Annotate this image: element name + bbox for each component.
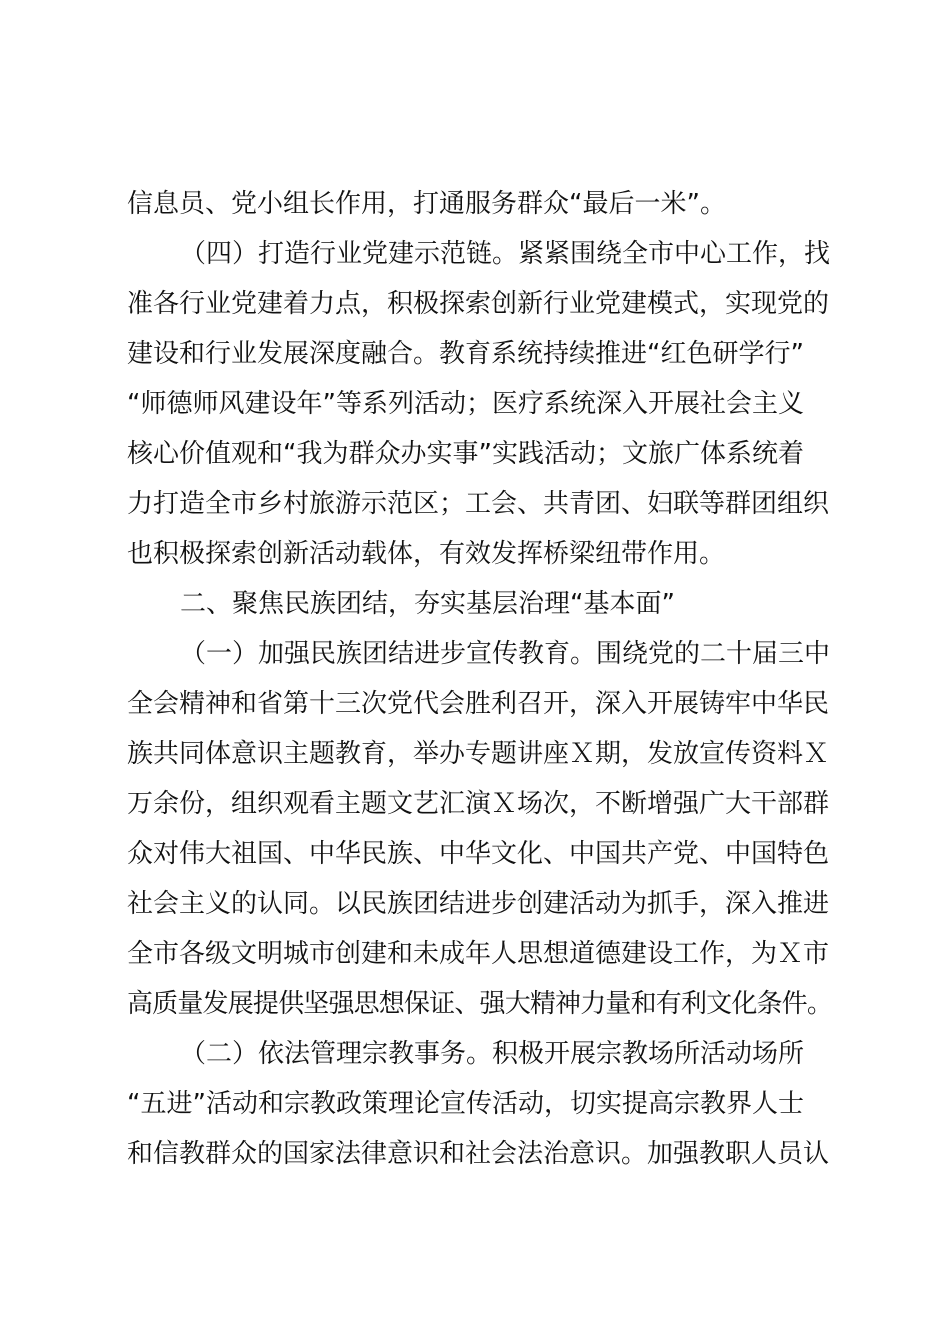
text-line: 准各行业党建着力点，积极探索创新行业党建模式，实现党的: [127, 289, 830, 319]
paragraph-start-line: （四）打造行业党建示范链。紧紧围绕全市中心工作，找: [180, 239, 831, 269]
text-line: 全会精神和省第十三次党代会胜利召开，深入开展铸牢中华民: [127, 689, 830, 719]
text-line: 万余份，组织观看主题文艺汇演Ｘ场次，不断增强广大干部群: [127, 789, 830, 819]
paragraph-start-line: （二）依法管理宗教事务。积极开展宗教场所活动场所: [180, 1039, 805, 1069]
text-line: 也积极探索创新活动载体，有效发挥桥梁纽带作用。: [127, 539, 726, 569]
paragraph-start-line: （一）加强民族团结进步宣传教育。围绕党的二十届三中: [180, 639, 831, 669]
text-line: 核心价值观和“我为群众办实事”实践活动；文旅广体系统着: [127, 439, 804, 469]
text-line: “师德师风建设年”等系列活动；医疗系统深入开展社会主义: [127, 389, 804, 419]
text-line: 高质量发展提供坚强思想保证、强大精神力量和有利文化条件。: [127, 989, 833, 1019]
text-line: 和信教群众的国家法律意识和社会法治意识。加强教职人员认: [127, 1139, 830, 1169]
section-heading: 二、聚焦民族团结，夯实基层治理“基本面”: [180, 589, 675, 619]
text-line: 社会主义的认同。以民族团结进步创建活动为抓手，深入推进: [127, 889, 830, 919]
text-line: 全市各级文明城市创建和未成年人思想道德建设工作，为Ｘ市: [127, 939, 830, 969]
text-line: 力打造全市乡村旅游示范区；工会、共青团、妇联等群团组织: [127, 489, 830, 519]
text-line: “五进”活动和宗教政策理论宣传活动，切实提高宗教界人士: [127, 1089, 804, 1119]
text-line: 族共同体意识主题教育，举办专题讲座Ｘ期，发放宣传资料Ｘ: [127, 739, 830, 769]
text-line: 信息员、党小组长作用，打通服务群众“最后一米”。: [127, 189, 726, 219]
text-line: 众对伟大祖国、中华民族、中华文化、中国共产党、中国特色: [127, 839, 830, 869]
text-line: 建设和行业发展深度融合。教育系统持续推进“红色研学行”: [127, 339, 804, 369]
